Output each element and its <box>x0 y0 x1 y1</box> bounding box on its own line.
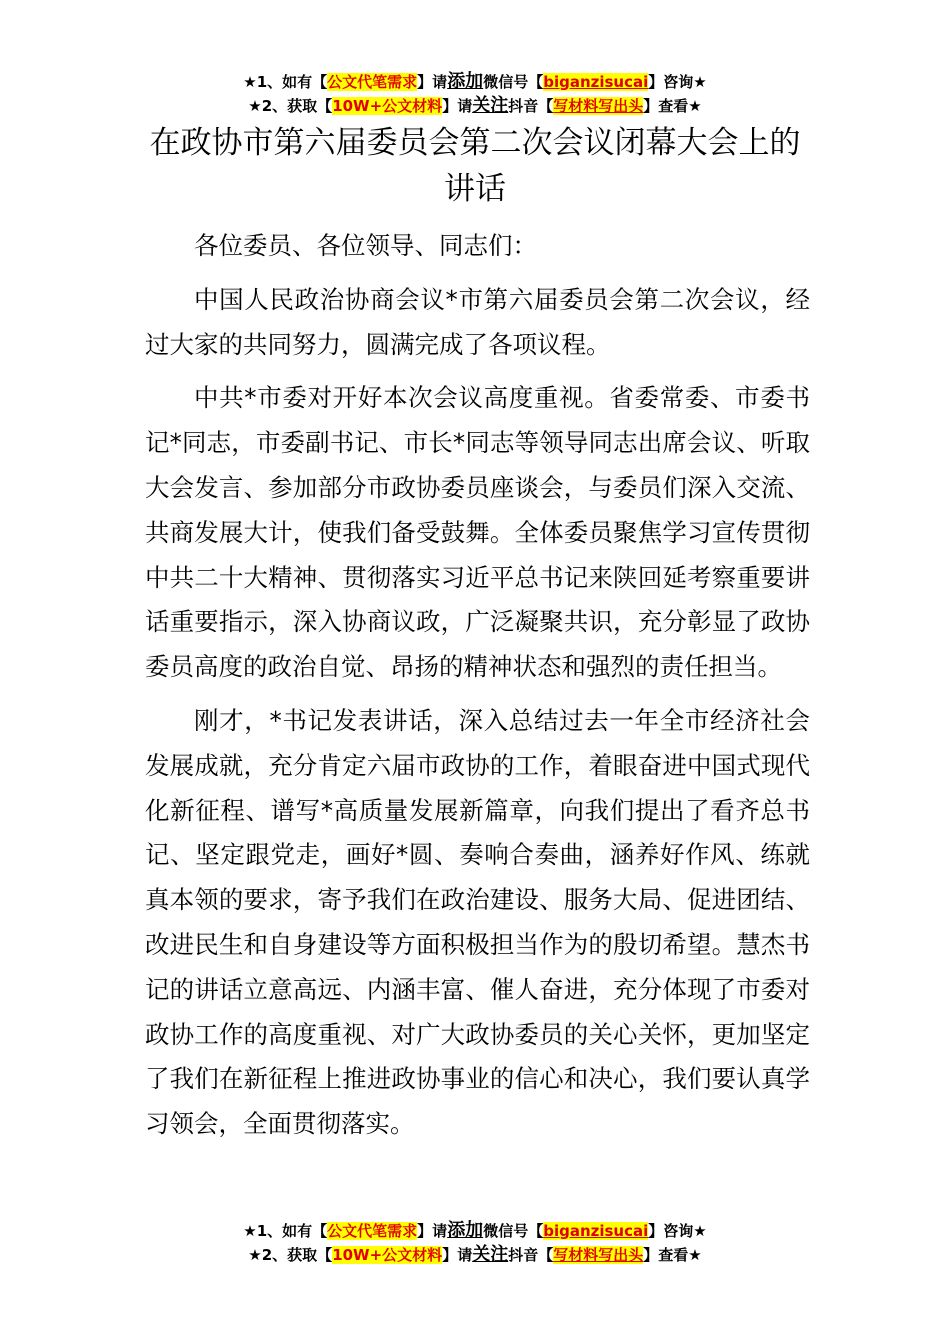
ad-line-1: ★1、如有【公文代笔需求】请添加微信号【biganzisucai】咨询★ <box>243 71 707 92</box>
douyin-id: 写材料写出头 <box>553 97 644 115</box>
ad-highlight: 公文代笔需求 <box>327 1222 418 1240</box>
document-title: 在政协市第六届委员会第二次会议闭幕大会上的讲话 <box>149 125 801 207</box>
salutation: 各位委员、各位领导、同志们： <box>194 231 537 260</box>
wechat-id: biganzisucai <box>543 1222 649 1240</box>
paragraph: 中国人民政治协商会议*市第六届委员会第二次会议，经过大家的共同努力，圆满完成了各项议程。 <box>145 284 810 359</box>
document-body <box>145 224 810 1156</box>
douyin-id: 写材料写出头 <box>553 1246 644 1264</box>
ad-highlight: 10W+公文材料 <box>332 1246 443 1264</box>
paragraph: 中共*市委对开好本次会议高度重视。省委常委、市委书记*同志，市委副书记、市长*同志等领导同志出席会议、听取大会发言、参加部分市政协委员座谈会，与委员们深入交流、共商发展大计，使我们备受鼓舞。全体委员聚焦学习宣传贯彻中共二十大精神、贯彻落实习近平总书记来陕回延考察重要讲话重要指示，深入协商议政，广泛凝聚共识，充分彰显了政协委员高度的政治自觉、昂扬的精神状态和强烈的责任担当。 <box>145 383 810 682</box>
footer-ad <box>0 1219 950 1267</box>
ad-line-2: ★2、获取【10W+公文材料】请关注抖音【写材料写出头】查看★ <box>248 1244 702 1265</box>
header-ad <box>0 70 950 118</box>
paragraph: 刚才，*书记发表讲话，深入总结过去一年全市经济社会发展成就，充分肯定六届市政协的工作，着眼奋进中国式现代化新征程、谱写*高质量发展新篇章，向我们提出了看齐总书记、坚定跟党走，画好*圆、奏响合奏曲，涵养好作风、练就真本领的要求，寄予我们在政治建设、服务大局、促进团结、改进民生和自身建设等方面积极担当作为的殷切希望。慧杰书记的讲话立意高远、内涵丰富、催人奋进，充分体现了市委对政协工作的高度重视、对广大政协委员的关心关怀，更加坚定了我们在新征程上推进政协事业的信心和决心，我们要认真学习领会，全面贯彻落实。 <box>145 705 810 1139</box>
ad-highlight: 10W+公文材料 <box>332 97 443 115</box>
ad-line-2: ★2、获取【10W+公文材料】请关注抖音【写材料写出头】查看★ <box>248 95 702 116</box>
ad-line-1: ★1、如有【公文代笔需求】请添加微信号【biganzisucai】咨询★ <box>243 1220 707 1241</box>
ad-highlight: 公文代笔需求 <box>327 73 418 91</box>
wechat-id: biganzisucai <box>543 73 649 91</box>
